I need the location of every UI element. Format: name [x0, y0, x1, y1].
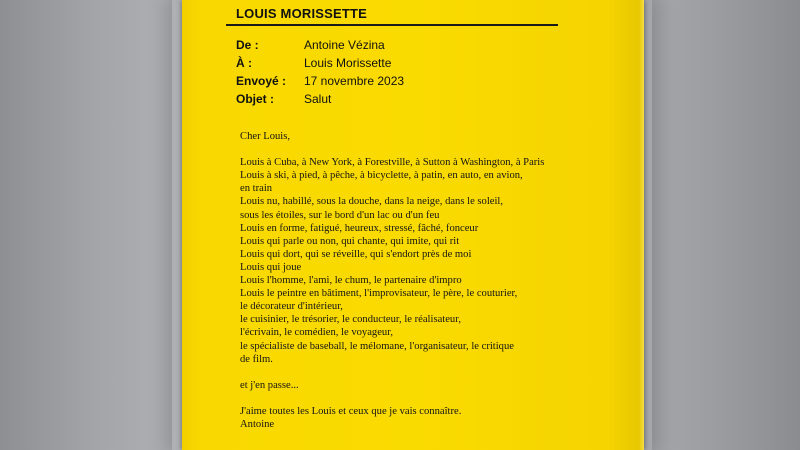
aside-line: et j'en passe... [240, 379, 299, 391]
poem-line: Louis à Cuba, à New York, à Forestville, à Sutton à Washington, à Paris [240, 157, 545, 169]
poem-line: Louis qui parle ou non, qui chante, qui imite, qui rit [240, 235, 460, 247]
sheet-edge-highlight [639, 0, 644, 450]
poem-line: en train [240, 183, 273, 195]
poem-line: Louis qui dort, qui se réveille, qui s'endort près de moi [240, 248, 472, 260]
greeting: Cher Louis, [240, 131, 291, 142]
poem-line: Louis à ski, à pied, à pêche, à bicyclette, à patin, en auto, en avion, [240, 170, 523, 182]
closing-line: J'aime toutes les Louis et ceux que je vais connaître. [240, 405, 462, 417]
header-value: 17 novembre 2023 [304, 74, 405, 88]
header-value: Louis Morissette [304, 56, 392, 70]
memo-recipient-title: LOUIS MORISSETTE [236, 6, 368, 21]
poem-line: sous les étoiles, sur le bord d'un lac ou d'un feu [240, 209, 440, 221]
poem-line: Louis en forme, fatigué, heureux, stressé, fâché, fonceur [240, 222, 479, 234]
header-row-subject [236, 90, 404, 108]
poem-line: le décorateur d'intérieur, [240, 301, 343, 313]
header-label: Objet : [236, 92, 274, 106]
paragraph-gap [240, 143, 544, 156]
title-underline [226, 24, 558, 26]
yellow-memo-sheet [182, 0, 644, 450]
header-row-to [236, 54, 404, 72]
poem-line: Louis qui joue [240, 261, 302, 273]
header-value: Salut [304, 92, 332, 106]
signature: Antoine [240, 419, 275, 431]
paragraph-gap [240, 366, 544, 379]
header-value: Antoine Vézina [304, 38, 385, 52]
paragraph-gap [240, 392, 544, 405]
header-label: À : [236, 56, 252, 70]
poem-line: Louis nu, habillé, sous la douche, dans la neige, dans le soleil, [240, 196, 504, 208]
poem-line: le cuisinier, le trésorier, le conducteur, le réalisateur, [240, 314, 461, 326]
header-row-from [236, 36, 404, 54]
poem-line: l'écrivain, le comédien, le voyageur, [240, 327, 393, 339]
poem-line: de film. [240, 353, 273, 365]
letter-body [240, 130, 544, 431]
header-row-sent [236, 72, 404, 90]
header-label: Envoyé : [236, 74, 287, 88]
poem-line: Louis le peintre en bâtiment, l'improvisateur, le père, le couturier, [240, 288, 518, 300]
memo-header-block [236, 36, 404, 108]
poem-line: Louis l'homme, l'ami, le chum, le partenaire d'impro [240, 275, 462, 287]
header-label: De : [236, 38, 259, 52]
poem-line: le spécialiste de baseball, le mélomane, l'organisateur, le critique [240, 340, 514, 352]
